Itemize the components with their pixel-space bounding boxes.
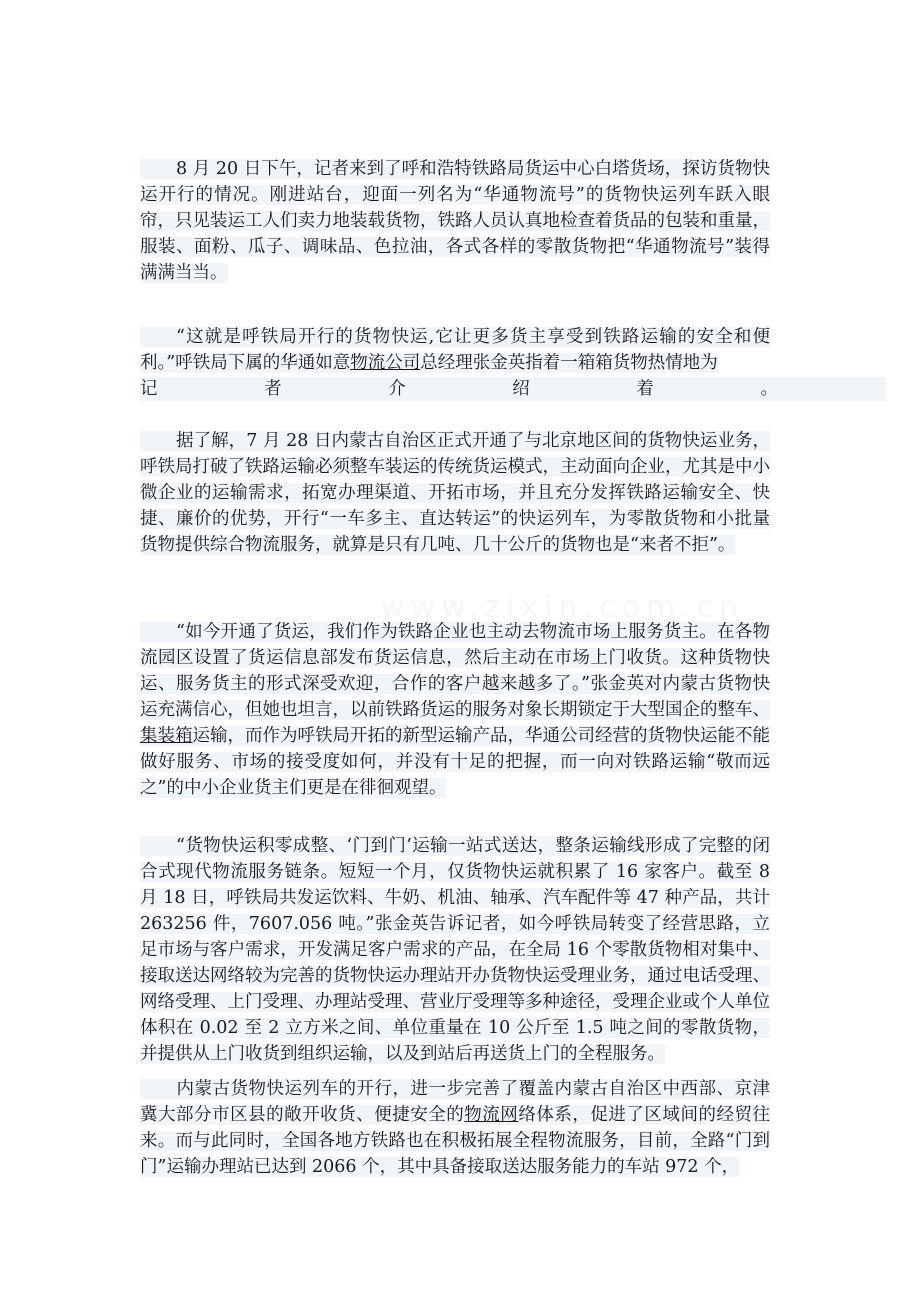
spread-char: 介 xyxy=(388,379,406,399)
paragraph-2-justified-line xyxy=(140,377,886,401)
spread-char: 着 xyxy=(636,379,654,399)
paragraph-3-text: 据了解，7 月 28 日内蒙古自治区正式开通了与北京地区间的货物快运业务，呼铁局打破了铁路运输必须整车装运的传统货运模式，主动面向企业，尤其是中小微企业的运输需求，拓宽办理渠道、开拓市场，并且充分发挥铁路运输安全、快捷、廉价的优势，开行“一车多主、直达转运”的快运列车，为零散货物和小批量货物提供综合物流服务，就算是只有几吨、几十公斤的货物也是“来者不拒”。 xyxy=(140,431,770,555)
paragraph-1-text: 8 月 20 日下午，记者来到了呼和浩特铁路局货运中心白塔货场，探访货物快运开行的情况。刚进站台，迎面一列名为“华通物流号”的货物快运列车跃入眼帘，只见装运工人们卖力地装载货物，铁路人员认真地检查着货品的包装和重量，服装、面粉、瓜子、调味品、色拉油，各式各样的零散货物把“华通物流号”装得满满当当。 xyxy=(140,159,770,283)
spread-char: 。 xyxy=(760,379,778,399)
paragraph-5 xyxy=(140,833,770,1067)
paragraph-2-text-a: “这就是呼铁局开行的货物快运,它让更多货主享受到铁路运输的安全和便利。”呼铁局下属的华通如意 xyxy=(140,327,770,373)
paragraph-3 xyxy=(140,428,770,558)
paragraph-6 xyxy=(140,1076,770,1180)
paragraph-1 xyxy=(140,156,770,286)
paragraph-6-text-b: 络体系，促进了区域间的经贸往来。而与此同时，全国各地方铁路也在积极拓展全程物流服务，目前，全路“门到门”运输办理站已达到 2066 个，其中具备接取送达服务能力的车站 972 个， xyxy=(140,1105,771,1177)
paragraph-6-text-a: 内蒙古货物快运列车的开行，进一步完善了覆盖内蒙古自治区中西部、京津冀大部分市区县的敞开收货、便捷安全的 xyxy=(140,1079,770,1125)
logistics-network-link[interactable]: 物流网 xyxy=(464,1105,519,1125)
paragraph-5-text: “货物快运积零成整、‘门到门’运输一站式送达，整条运输线形成了完整的闭合式现代物流服务链条。短短一个月，仅货物快运就积累了 16 家客户。截至 8 月 18 日，呼铁局共发运饮料、牛奶、机油、轴承、汽车配件等 47 种产品，共计 263256 件，7607.056 吨。”张金英告诉记者，如今呼铁局转变了经营思路，立足市场与客户需求，开发满足客户需求的产品，在全局 16 个零散货物相对集中、接取送达网络较为完善的货物快运办理站开办货物快运受理业务，通过电话受理、网络受理、上门受理、办理站受理、营业厅受理等多种途径，受理企业或个人单位体积在 0.02 至 2 立方米之间、单位重量在 10 公斤至 1.5 吨之间的零散货物，并提供从上门收货到组织运输，以及到站后再送货上门的全程服务。 xyxy=(140,836,770,1064)
spread-char: 记 xyxy=(140,379,158,399)
paragraph-2-text-b: 总经理张金英指着一箱箱货物热情地为 xyxy=(420,353,718,373)
paragraph-4-text-a: “如今开通了货运，我们作为铁路企业也主动去物流市场上服务货主。在各物流园区设置了货运信息部发布货运信息，然后主动在市场上门收货。这种货物快运、服务货主的形式深受欢迎，合作的客户越来越多了。”张金英对内蒙古货物快运充满信心，但她也坦言，以前铁路货运的服务对象长期锁定于大型国企的整车、 xyxy=(140,622,770,720)
paragraph-2 xyxy=(140,324,770,376)
spread-char: 绍 xyxy=(512,379,530,399)
container-link[interactable]: 集装箱 xyxy=(140,726,193,746)
paragraph-4 xyxy=(140,619,770,801)
paragraph-4-text-b: 运输，而作为呼铁局开拓的新型运输产品，华通公司经营的货物快运能不能做好服务、市场的接受度如何，并没有十足的把握，而一向对铁路运输“敬而远之”的中小企业货主们更是在徘徊观望。 xyxy=(140,726,770,798)
spread-char: 者 xyxy=(264,379,282,399)
logistics-company-link[interactable]: 物流公司 xyxy=(350,353,421,373)
